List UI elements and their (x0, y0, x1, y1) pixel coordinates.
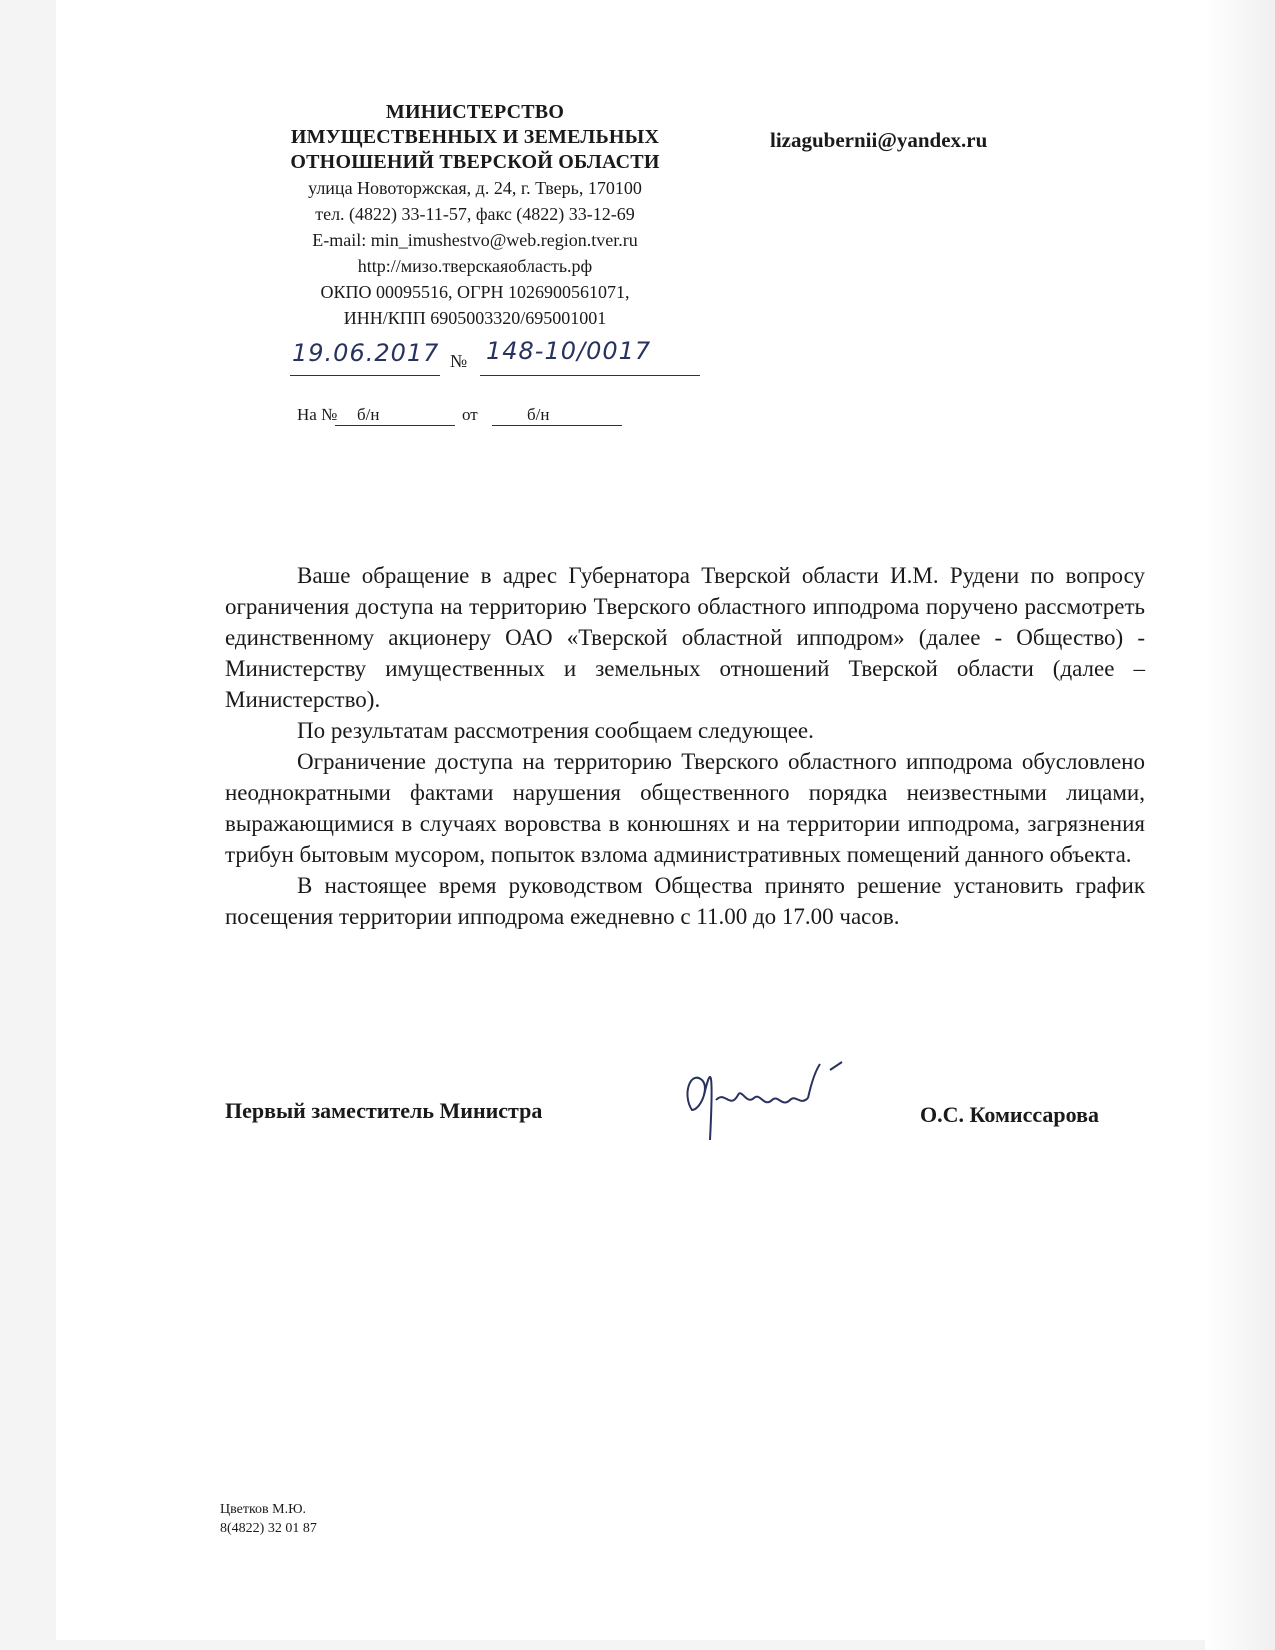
signatory-name: О.С. Комиссарова (920, 1102, 1099, 1127)
letterhead (240, 100, 710, 331)
org-phone: тел. (4822) 33-11-57, факс (4822) 33-12-69 (315, 204, 635, 224)
body-paragraph: По результатам рассмотрения сообщаем следующее. (297, 718, 814, 743)
registration-number: 148-10/0017 (486, 337, 652, 365)
org-okpo: ОКПО 00095516, ОГРН 1026900561071, (320, 282, 630, 302)
executor-name: Цветков М.Ю. (220, 1502, 307, 1517)
org-name-line2: ИМУЩЕСТВЕННЫХ И ЗЕМЕЛЬНЫХ (290, 126, 660, 148)
org-email: E-mail: min_imushestvo@web.region.tver.ru (312, 230, 638, 250)
number-underline (480, 375, 700, 376)
registration-line (290, 337, 710, 379)
body-paragraph: Ограничение доступа на территорию Тверского областного ипподрома обусловлено неоднократными фактами нарушения общественного порядка неизвестными лицами, выражающимися в случаях воровства в конюшнях и на территории ипподрома, загрязнения трибун бытовым мусором, попыток взлома административных помещений данного объекта. (225, 749, 1145, 867)
org-name-line3: ОТНОШЕНИЙ ТВЕРСКОЙ ОБЛАСТИ (290, 151, 660, 173)
recipient-email: lizagubernii@yandex.ru (770, 128, 988, 152)
executor-info (220, 1500, 317, 1538)
org-website: http://мизо.тверскаяобласть.рф (357, 256, 593, 276)
reply-number-underline (335, 425, 455, 426)
registration-date: 19.06.2017 (292, 339, 440, 367)
org-name-line1: МИНИСТЕРСТВО (385, 101, 565, 123)
org-inn: ИНН/КПП 6905003320/695001001 (343, 308, 607, 328)
executor-phone: 8(4822) 32 01 87 (220, 1521, 317, 1536)
org-address: улица Новоторжская, д. 24, г. Тверь, 170100 (308, 178, 642, 198)
date-underline (290, 375, 440, 376)
body-paragraph: В настоящее время руководством Общества принято решение установить график посещения территории ипподрома ежедневно с 11.00 до 17.00 часов. (225, 873, 1145, 929)
body-paragraph: Ваше обращение в адрес Губернатора Тверской области И.М. Рудени по вопросу ограничения доступа на территорию Тверского областного ипподрома поручено рассмотреть единственному акционеру ОАО «Тверской областной ипподром» (далее - Общество) - Министерству имущественных и земельных отношений Тверской области (далее – Министерство). (225, 563, 1145, 712)
reply-date-underline (492, 425, 622, 426)
handwritten-signature (680, 1050, 870, 1150)
scan-edge (1205, 0, 1275, 1650)
reply-prefix: На № (297, 405, 338, 424)
signatory-position: Первый заместитель Министра (225, 1098, 543, 1123)
reply-date: б/н (527, 405, 550, 424)
number-sign: № (450, 351, 468, 371)
reply-from-word: от (462, 405, 478, 424)
letter-body (225, 560, 1145, 932)
reply-number: б/н (357, 405, 380, 424)
